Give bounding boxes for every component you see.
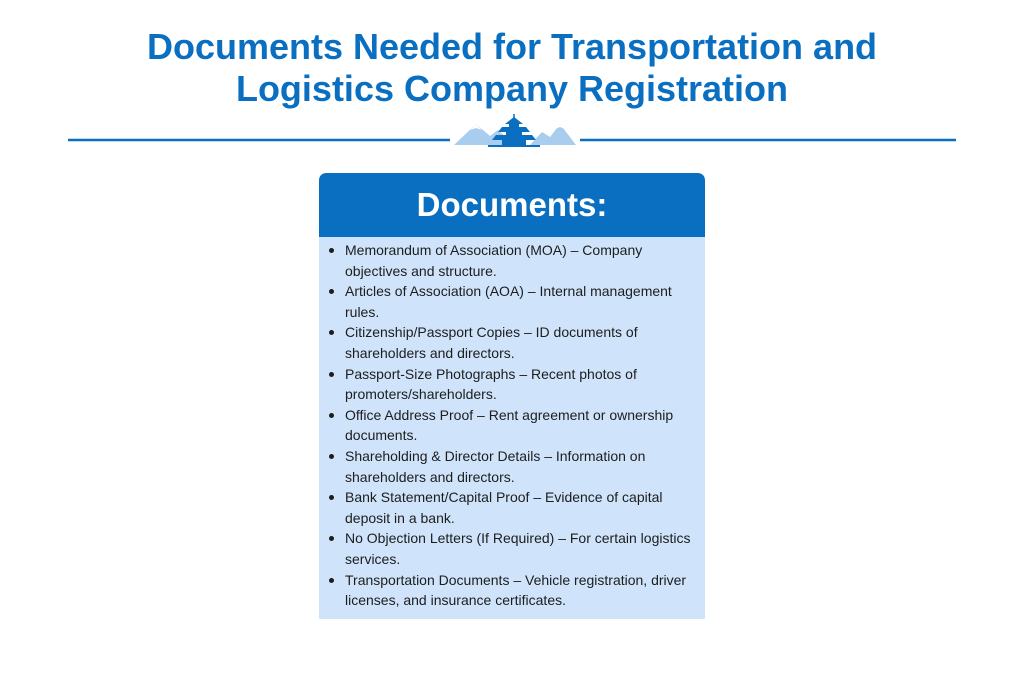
- document-item-moa: [345, 240, 699, 281]
- document-item-no-objection: [345, 528, 699, 569]
- document-item-address-proof: [345, 405, 699, 446]
- documents-list: [319, 237, 705, 611]
- document-item-text: Transportation Documents – Vehicle registration, driver licenses, and insurance certificates.: [345, 571, 687, 609]
- document-item-text: Shareholding & Director Details – Information on shareholders and directors.: [345, 447, 646, 485]
- document-item-transportation: [345, 570, 699, 611]
- document-item-id-copies: [345, 322, 699, 363]
- document-item-text: No Objection Letters (If Required) – For certain logistics services.: [345, 530, 691, 567]
- bullet-icon: [329, 372, 334, 377]
- document-item-aoa: [345, 281, 699, 322]
- title-divider: [68, 114, 956, 148]
- document-item-text: Bank Statement/Capital Proof – Evidence of capital deposit in a bank.: [345, 489, 663, 526]
- documents-card: [319, 173, 705, 619]
- document-item-text: Office Address Proof – Rent agreement or ownership documents.: [345, 406, 674, 444]
- document-item-text: Memorandum of Association (MOA) – Company objectives and structure.: [345, 242, 643, 279]
- document-item-shareholding: [345, 446, 699, 487]
- document-item-text: Articles of Association (AOA) – Internal management rules.: [345, 283, 672, 320]
- document-item-text: Citizenship/Passport Copies – ID documents of shareholders and directors.: [345, 324, 638, 361]
- bullet-icon: [329, 578, 334, 583]
- bullet-icon: [329, 536, 334, 541]
- pagoda-mountains-icon: [454, 114, 576, 147]
- document-item-capital-proof: [345, 487, 699, 528]
- documents-card-header: Documents:: [319, 173, 705, 237]
- bullet-icon: [329, 495, 334, 500]
- bullet-icon: [329, 248, 334, 253]
- document-item-text: Passport-Size Photographs – Recent photos of promoters/shareholders.: [345, 365, 637, 403]
- document-item-photographs: [345, 364, 699, 405]
- bullet-icon: [329, 330, 334, 335]
- bullet-icon: [329, 413, 334, 418]
- page-title-line-2: Logistics Company Registration: [235, 68, 789, 109]
- page-title-line-1: Documents Needed for Transportation and: [146, 26, 878, 67]
- bullet-icon: [329, 289, 334, 294]
- bullet-icon: [329, 454, 334, 459]
- page-title: [0, 26, 1024, 110]
